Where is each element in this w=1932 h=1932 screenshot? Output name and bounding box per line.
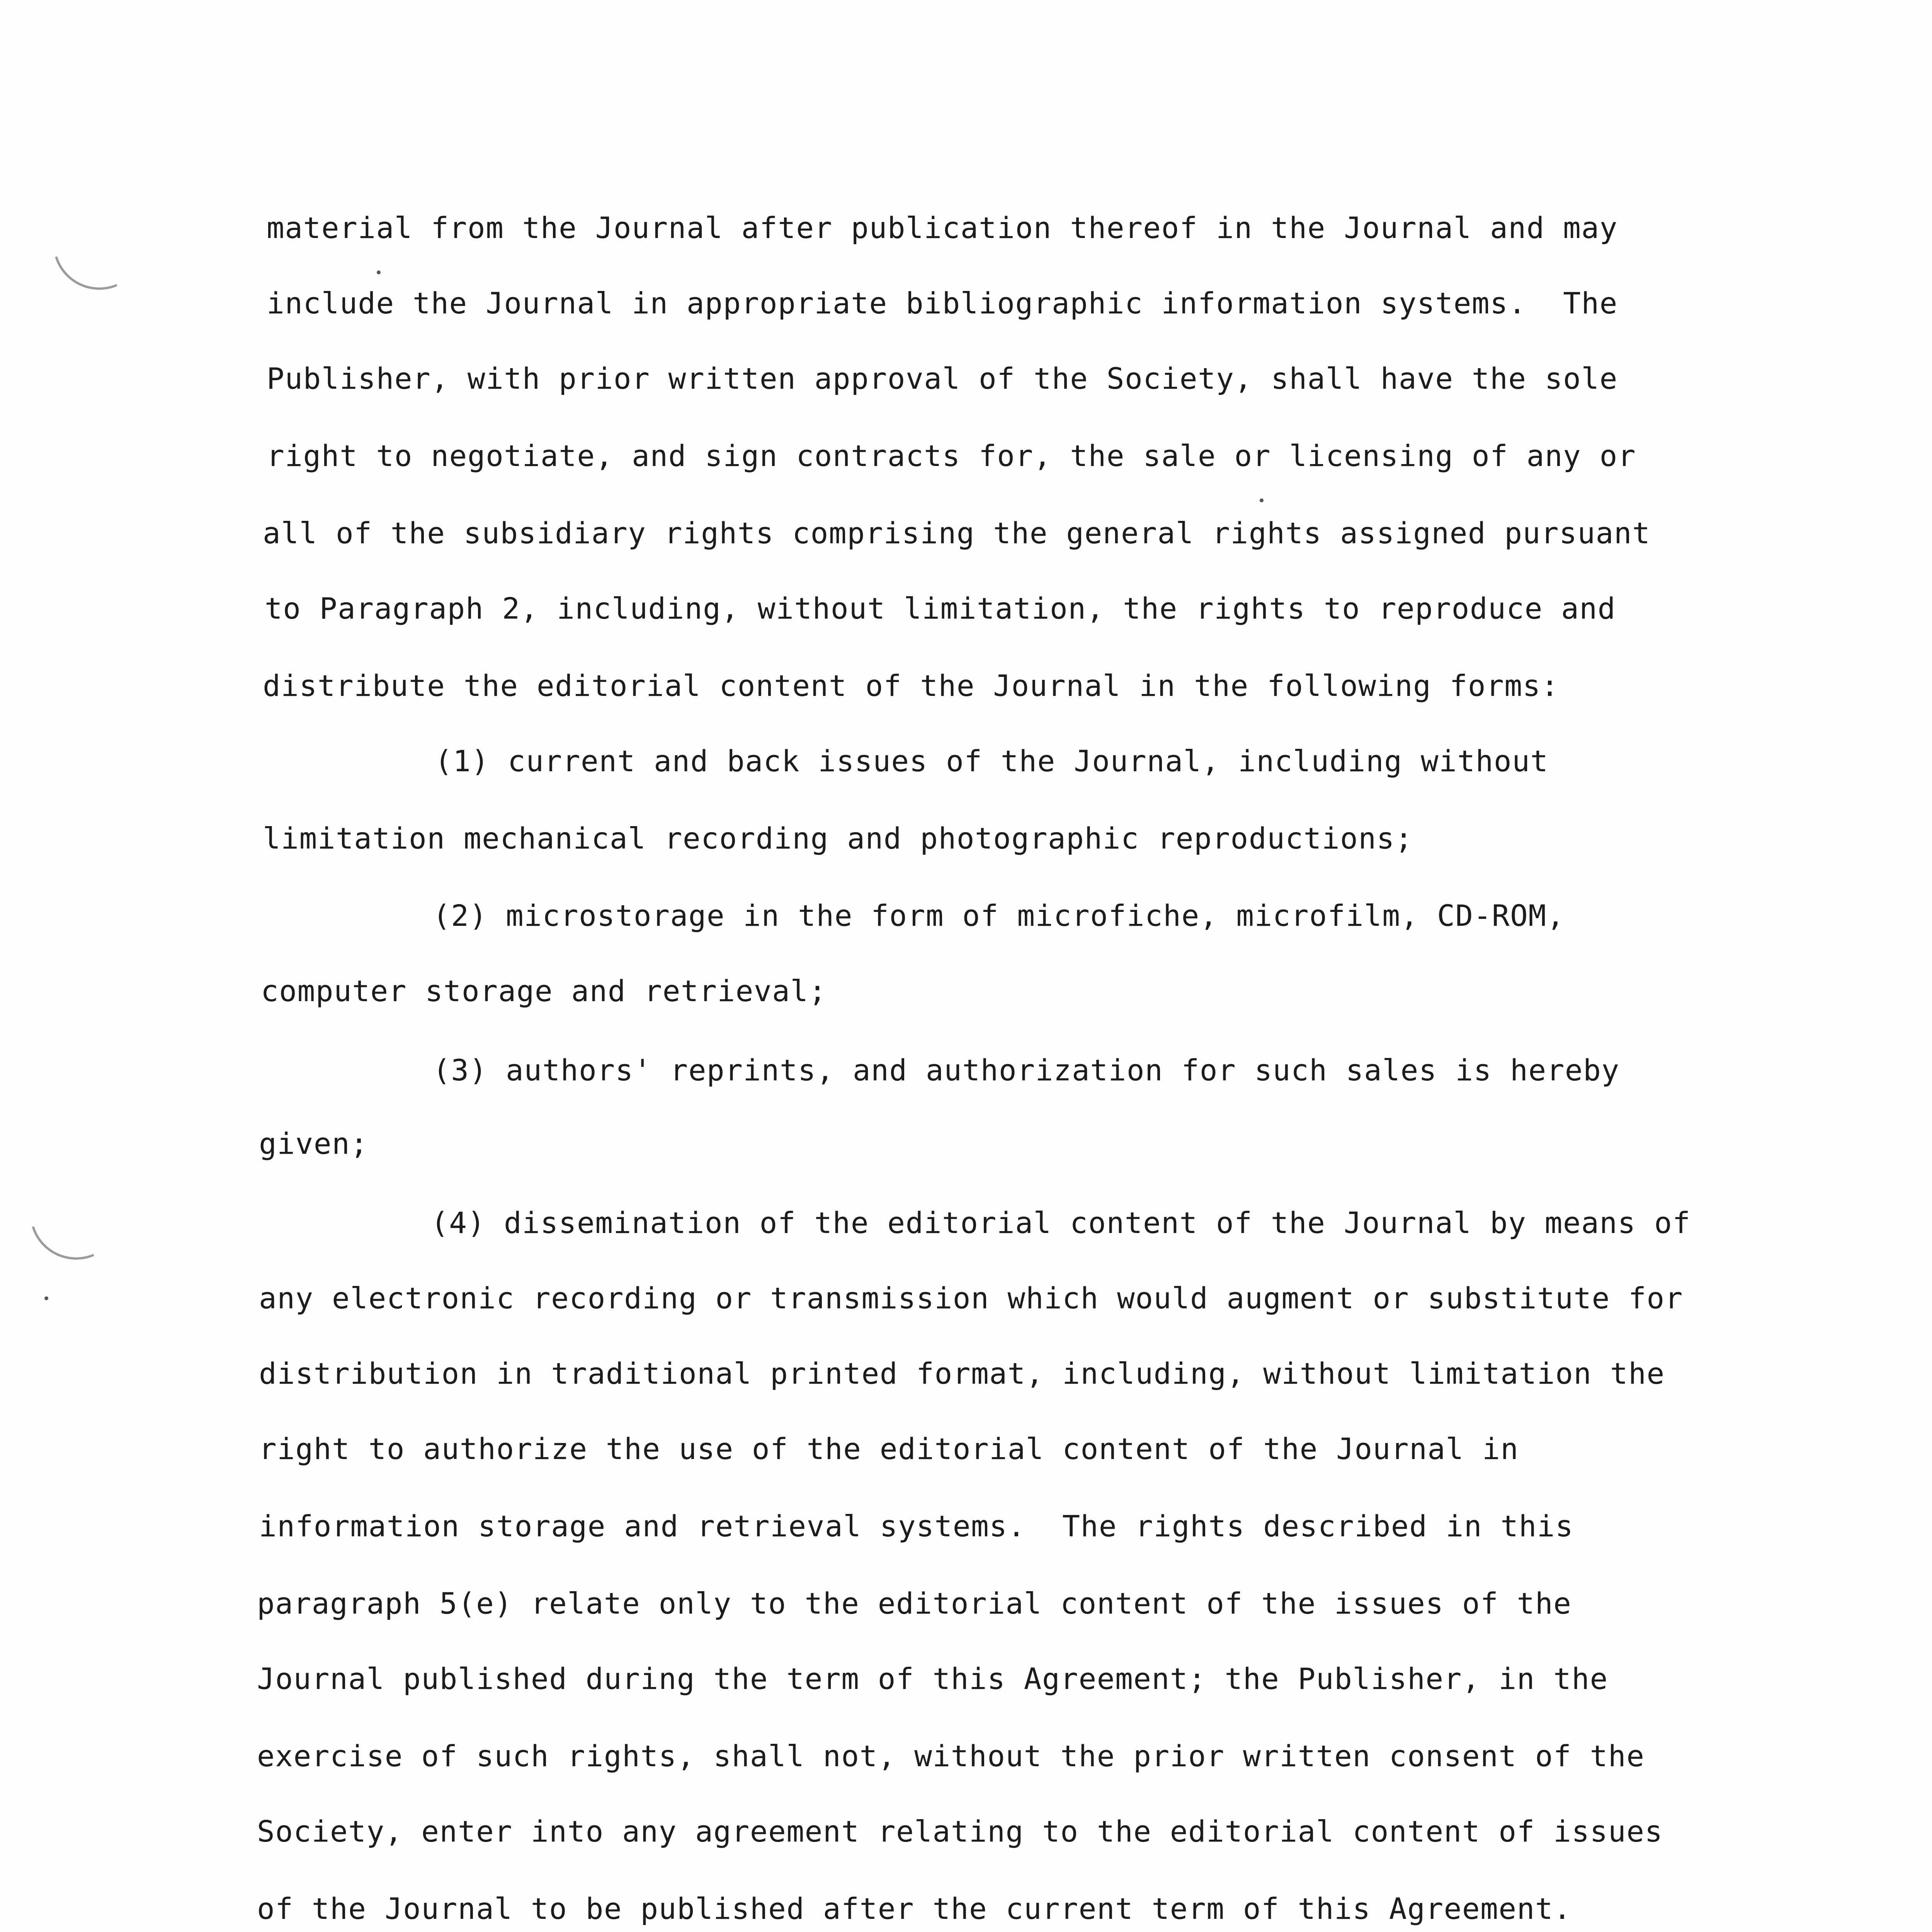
body-text-line: computer storage and retrieval;	[261, 974, 827, 1008]
list-item-text: (4) dissemination of the editorial content of the Journal by means of	[431, 1206, 1691, 1240]
body-text-line: limitation mechanical recording and photographic reproductions;	[263, 821, 1413, 855]
body-text-line: Journal published during the term of this Agreement; the Publisher, in the	[257, 1662, 1608, 1696]
body-text-line: distribute the editorial content of the Journal in the following forms:	[263, 668, 1560, 703]
body-text-line: Society, enter into any agreement relating to the editorial content of issues	[257, 1814, 1663, 1849]
body-text-line: right to negotiate, and sign contracts for, the sale or licensing of any or	[267, 439, 1636, 473]
scan-speck	[377, 270, 381, 274]
scan-speck	[44, 1296, 48, 1300]
body-text-line: any electronic recording or transmission which would augment or substitute for	[259, 1281, 1683, 1315]
binder-hole-mark	[55, 240, 117, 303]
body-text-line: exercise of such rights, shall not, without the prior written consent of the	[257, 1739, 1645, 1773]
body-text-line: of the Journal to be published after the current term of this Agreement.	[257, 1891, 1572, 1926]
body-text-line: paragraph 5(e) relate only to the editorial content of the issues of the	[257, 1586, 1572, 1621]
body-text-line: information storage and retrieval systems. The rights described in this	[259, 1509, 1574, 1543]
body-text-line: include the Journal in appropriate bibliographic information systems. The	[267, 286, 1618, 320]
scan-speck	[1260, 498, 1264, 502]
body-text-line: all of the subsidiary rights comprising the general rights assigned pursuant	[263, 516, 1651, 550]
body-text-line: distribution in traditional printed format, including, without limitation the	[259, 1356, 1665, 1391]
list-item-text: (3) authors' reprints, and authorization for such sales is hereby	[433, 1053, 1620, 1087]
body-text-line: Publisher, with prior written approval of the Society, shall have the sole	[267, 361, 1618, 396]
list-item-text: (1) current and back issues of the Journal, including without	[435, 744, 1549, 778]
body-text-line: material from the Journal after publication thereof in the Journal and may	[267, 211, 1618, 245]
list-item-text: (2) microstorage in the form of microfiche, microfilm, CD-ROM,	[433, 898, 1565, 933]
binder-hole-mark	[32, 1210, 94, 1272]
body-text-line: given;	[259, 1126, 369, 1161]
body-text-line: right to authorize the use of the editorial content of the Journal in	[259, 1432, 1519, 1466]
body-text-line: to Paragraph 2, including, without limitation, the rights to reproduce and	[265, 591, 1616, 626]
